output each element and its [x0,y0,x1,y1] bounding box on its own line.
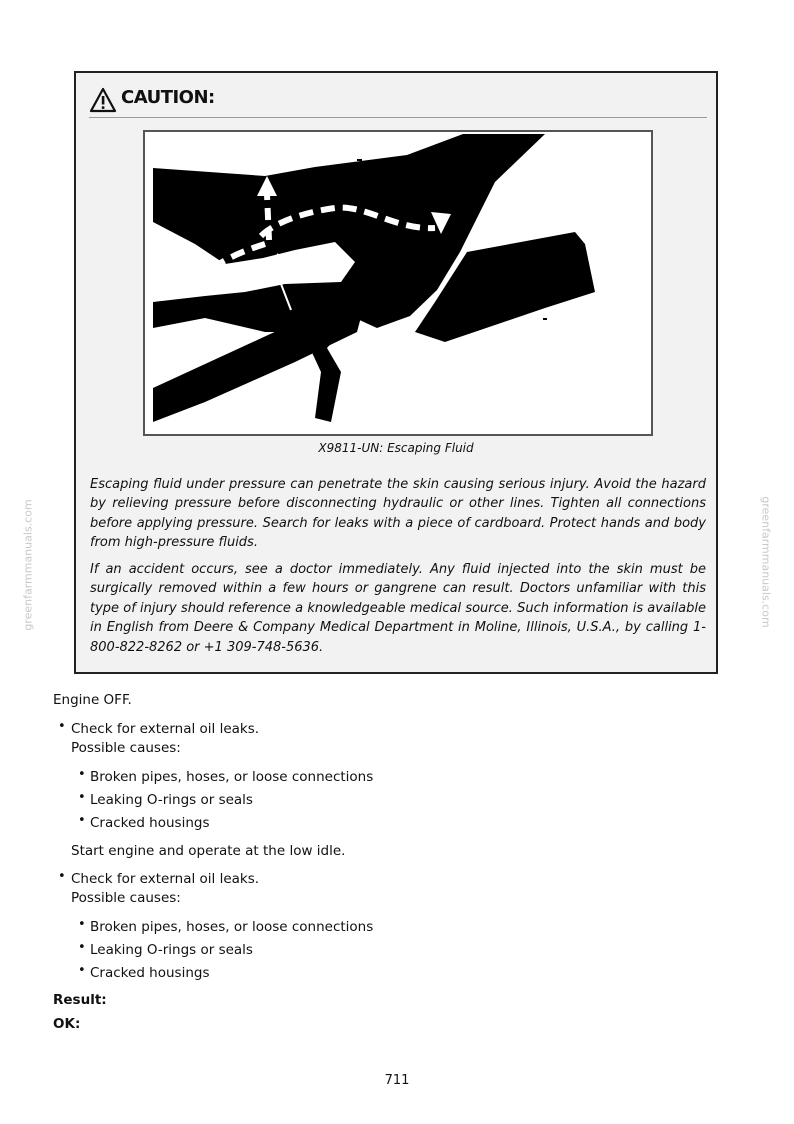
cause-item: Leaking O-rings or seals [90,792,253,808]
escaping-fluid-illustration [143,130,653,436]
bullet-dot: • [78,917,86,932]
start-engine-text: Start engine and operate at the low idle. [71,843,346,859]
watermark-right: greenfarmmanuals.com [759,496,773,628]
engine-off-text: Engine OFF. [53,692,132,708]
bullet-dot: • [78,813,86,828]
result-label: Result: [53,992,107,1008]
cause-item: Cracked housings [90,965,210,981]
caution-title: CAUTION: [121,87,215,108]
bullet-dot: • [78,767,86,782]
cause-item: Cracked housings [90,815,210,831]
bullet-dot: • [78,940,86,955]
page-number: 711 [384,1073,410,1088]
caution-box [74,71,718,674]
watermark-left: greenfarmmanuals.com [21,499,35,631]
possible-causes-label-1: Possible causes: [71,740,181,756]
figure-caption: X9811-UN: Escaping Fluid [318,441,474,455]
cause-item: Broken pipes, hoses, or loose connections [90,769,374,785]
ok-label: OK: [53,1016,81,1032]
caution-paragraph-1: Escaping fluid under pressure can penetrate the skin causing serious injury. Avoid the hazard by relieving pressure before disconnecting hydraulic or other lines. Tighten all connections before applying pressure. Search for leaks with a piece of cardboard. Protect hands and body from high-pressure fluids. [90,477,706,551]
bullet-dot: • [78,790,86,805]
check-step-2: Check for external oil leaks. [71,871,260,887]
caution-header [89,85,707,118]
possible-causes-label-2: Possible causes: [71,890,181,906]
escaping-fluid-drawing [145,132,651,434]
bullet-dot: • [58,719,66,734]
cause-item: Broken pipes, hoses, or loose connections [90,919,374,935]
cause-item: Leaking O-rings or seals [90,942,253,958]
check-step-1: Check for external oil leaks. [71,721,260,737]
bullet-dot: • [58,869,66,884]
bullet-dot: • [78,963,86,978]
caution-paragraph-2: If an accident occurs, see a doctor immediately. Any fluid injected into the skin must be surgically removed within a few hours or gangrene can result. Doctors unfamiliar with this type of injury should reference a knowledgeable medical source. Such information is available in English from Deere & Company Medical Department in Moline, Illinois, U.S.A., by calling 1-800-822-8262 or +1 309-748-5636. [90,562,706,655]
warning-triangle-icon [89,87,117,113]
